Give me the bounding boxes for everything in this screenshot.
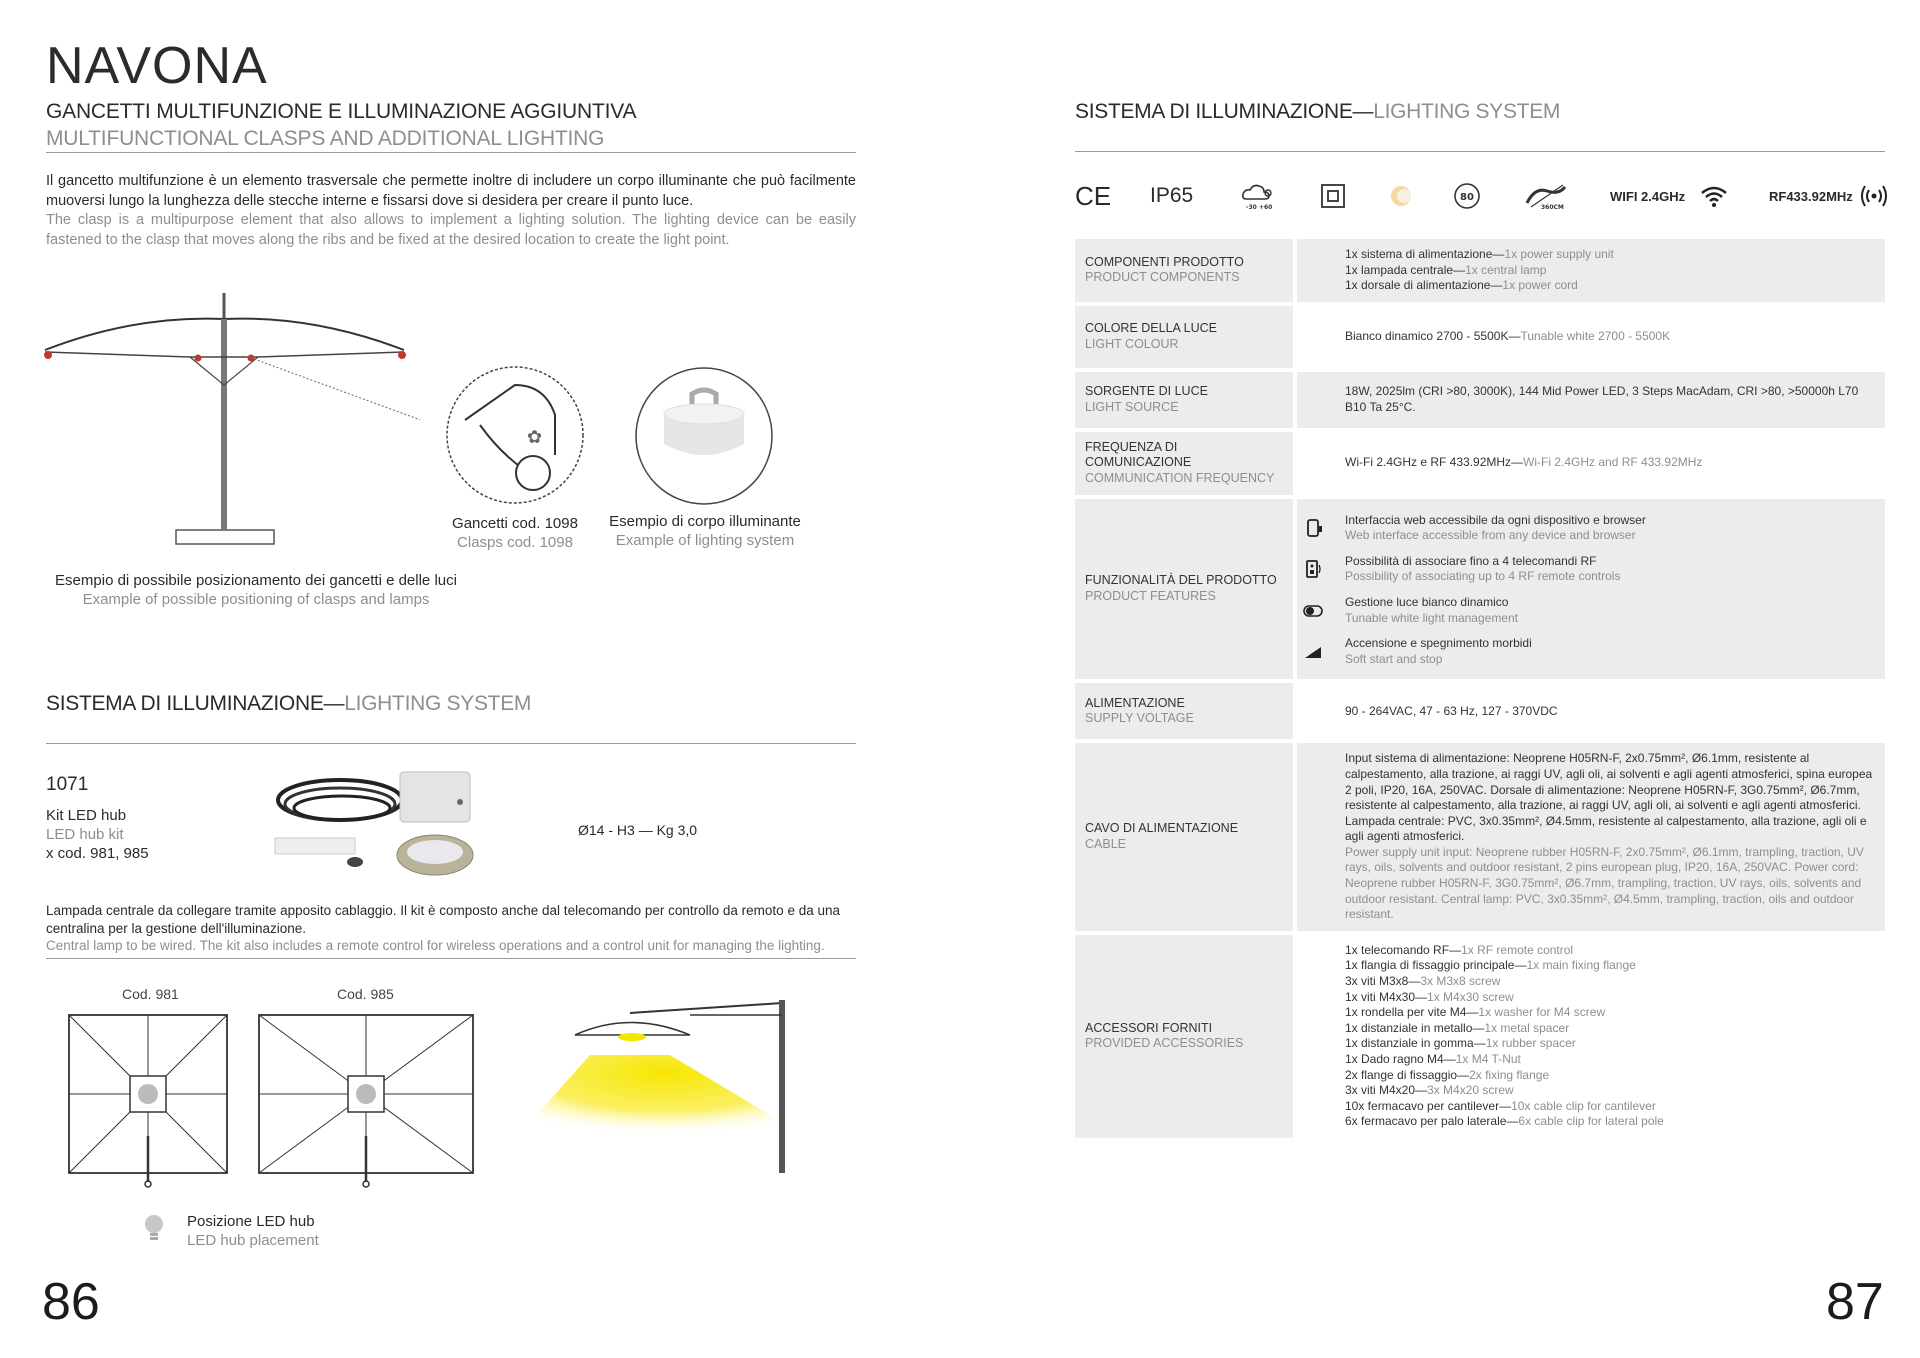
feature-item: Accensione e spegnimento morbidi Soft start and stop (1303, 636, 1875, 667)
plan-985-diagram (256, 1010, 476, 1190)
legend-it: Posizione LED hub (187, 1213, 315, 1230)
plan-981-label: Cod. 981 (122, 986, 179, 1002)
tunable-light-icon (1388, 178, 1414, 214)
page-number-right: 87 (1826, 1273, 1884, 1331)
lamp-caption (600, 512, 810, 550)
wifi-icon (1699, 183, 1729, 209)
intro-it: Il gancetto multifunzione è un elemento trasversale che permette inoltre di includere un corpo illuminante che può facilmente muoversi lungo la lunghezza delle stecche interne e fissarsi dove si desidera per creare il punto luce. (46, 173, 856, 209)
right-section-title: SISTEMA DI ILLUMINAZIONE—LIGHTING SYSTEM (1075, 100, 1561, 123)
positioning-caption (46, 571, 466, 609)
page-number-left: 86 (42, 1273, 100, 1331)
clasp-caption (440, 514, 590, 552)
svg-text:360CM: 360CM (1541, 204, 1564, 211)
ce-mark-icon: CE (1075, 180, 1112, 211)
clasp-caption-it: Gancetti cod. 1098 (452, 515, 578, 532)
spec-row-accessories: ACCESSORI FORNITI PROVIDED ACCESSORIES 1x telecomando RF—1x RF remote control 1x flangia di fissaggio principale—1x main fixing flange 3x viti M3x8—3x M3x8 screw 1x viti M4x30—1x M4x30 screw 1x rondella per vite M4—1x washer for M4 screw 1x distanziale in metallo—1x metal spacer 1x distanziale in gomma—1x rubber spacer 1x Dado ragno M4—1x M4 T-Nut 2x flange di fissaggio—2x fixing flange 3x viti M4x20—3x M4x20 screw 10x fermacavo per cantilever—10x cable clip for cantilever 6x fermacavo per palo laterale—6x cable clip for lateral pole (1075, 935, 1885, 1138)
flex-cable-icon (1523, 178, 1569, 214)
feature-item: Interfaccia web accessibile da ogni dispositivo e browser Web interface accessible from any device and browser (1303, 513, 1875, 544)
kit-name-it: Kit LED hub (46, 807, 127, 824)
class-ii-icon (1320, 178, 1346, 214)
rf-label: RF433.92MHz (1769, 178, 1889, 214)
feature-item: Gestione luce bianco dinamico Tunable white light management (1303, 595, 1875, 626)
kit-description (46, 902, 856, 955)
subtitle-it: GANCETTI MULTIFUNZIONE E ILLUMINAZIONE AGGIUNTIVA (46, 100, 637, 123)
spec-row-source: SORGENTE DI LUCE LIGHT SOURCE 18W, 2025lm (CRI >80, 3000K), 144 Mid Power LED, 3 Steps MacAdam, CRI >80, >50000h L70 B10 Ta 25°C. (1075, 372, 1885, 428)
plan-981-diagram (66, 1010, 231, 1190)
bulb-icon (142, 1214, 166, 1242)
kit-desc-en: Central lamp to be wired. The kit also includes a remote control for wireless operations and a control unit for managing the lighting. (46, 938, 825, 953)
subtitle-en: MULTIFUNCTIONAL CLASPS AND ADDITIONAL LIGHTING (46, 127, 605, 150)
clasp-caption-en: Clasps cod. 1098 (457, 534, 573, 551)
lamp-caption-it: Esempio di corpo illuminante (609, 513, 801, 530)
feature-item: Possibilità di associare fino a 4 telecomandi RF Possibility of associating up to 4 RF remote controls (1303, 554, 1875, 585)
cri-icon (1453, 178, 1481, 214)
positioning-caption-it: Esempio di possibile posizionamento dei gancetti e delle luci (55, 572, 457, 589)
wifi-label: WIFI 2.4GHz (1610, 178, 1729, 214)
divider (46, 958, 856, 959)
spec-row-components: COMPONENTI PRODOTTO PRODUCT COMPONENTS 1x sistema di alimentazione—1x power supply unit 1x lampada centrale—1x central lamp 1x dorsale di alimentazione—1x power cord (1075, 239, 1885, 302)
toggle-icon (1303, 604, 1323, 618)
spec-row-colour: COLORE DELLA LUCE LIGHT COLOUR Bianco dinamico 2700 - 5500K—Tunable white 2700 - 5500K (1075, 306, 1885, 368)
divider (1075, 151, 1885, 152)
spec-row-cable: CAVO DI ALIMENTAZIONE CABLE Input sistema di alimentazione: Neoprene H05RN-F, 2x0.75mm², Ø6.1mm, resistente al calpestamento, alla trazione, ai raggi UV, agli oli, ai solventi e agli agenti atmosferici, spina europea 2 poli, IP20, 16A, 250VAC. Dorsale di alimentazione: Neoprene H05RN-F, 3G0.75mm², Ø6.7mm, resistente al calpestamento, alla trazione, ai raggi UV, agli oli, ai solventi e agli agenti atmosferici. Lampada centrale: PVC, 3x0.35mm², Ø4.5mm, resistente al calpestamento, alla trazione, agli oli e agli agenti atmosferici. Power supply unit input: Neoprene rubber H05RN-F, 2x0.75mm², Ø6.1mm, trampling, traction, UV rays, oils, solvents and outdoor resistant, 2 pins european plug, IP20, 16A, 250VAC. Power cord: Neoprene rubber H05RN-F, 3G0.75mm², Ø6.7mm, trampling, traction, UV rays, oils, solvents and outdoor resistant. Central lamp: PVC, 3x0.35mm², Ø4.5mm, trampling, traction, oils and outdoor resistant. (1075, 743, 1885, 931)
lighting-section-title: SISTEMA DI ILLUMINAZIONE—LIGHTING SYSTEM (46, 692, 532, 715)
kit-info (46, 775, 149, 863)
lamp-illustration (634, 366, 774, 506)
kit-dimensions: Ø14 - H3 — Kg 3,0 (578, 822, 698, 838)
kit-name-en: LED hub kit (46, 826, 124, 843)
intro-text (46, 172, 856, 250)
kit-code: 1071 (46, 774, 89, 795)
certification-icon-bar (1075, 178, 1885, 214)
legend-en: LED hub placement (187, 1232, 319, 1249)
weather-icon (1240, 178, 1276, 214)
kit-for-codes: x cod. 981, 985 (46, 845, 149, 862)
smartphone-icon (1303, 518, 1323, 538)
svg-text:80: 80 (1460, 192, 1474, 203)
umbrella-illustration (40, 285, 420, 555)
positioning-caption-en: Example of possible positioning of clasps and lamps (82, 591, 430, 608)
plan-985-label: Cod. 985 (337, 986, 394, 1002)
led-hub-kit-image (270, 760, 500, 885)
lamp-caption-en: Example of lighting system (615, 532, 795, 549)
spec-row-voltage: ALIMENTAZIONE SUPPLY VOLTAGE 90 - 264VAC, 47 - 63 Hz, 127 - 370VDC (1075, 683, 1885, 739)
ip65-icon: IP65 (1150, 184, 1194, 207)
brand-title: NAVONA (46, 37, 268, 95)
remote-icon (1303, 559, 1323, 579)
svg-text:✿: ✿ (527, 427, 543, 448)
ramp-icon (1303, 645, 1323, 659)
divider (46, 152, 856, 153)
divider (46, 743, 856, 744)
svg-text:-30 +60: -30 +60 (1246, 204, 1273, 211)
intro-en: The clasp is a multipurpose element that also allows to implement a lighting solution. The lighting device can be easily fastened to the clasp that moves along the ribs and be fixed at the desired location to create the light point. (46, 212, 856, 248)
spec-row-frequency: FREQUENZA DI COMUNICAZIONE COMMUNICATION FREQUENCY Wi-Fi 2.4GHz e RF 433.92MHz—Wi-Fi 2.4GHz and RF 433.92MHz (1075, 432, 1885, 495)
kit-desc-it: Lampada centrale da collegare tramite apposito cablaggio. Il kit è composto anche dal telecomando per controllo da remoto e da una centralina per la gestione dell'illuminazione. (46, 903, 840, 936)
clasp-detail-illustration (445, 365, 585, 505)
specifications-table (1075, 235, 1885, 1142)
spec-row-features: FUNZIONALITÀ DEL PRODOTTO PRODUCT FEATURES Interfaccia web accessibile da ogni dispositivo e browser Web interface accessible from any device and browser Possibilità di associare fino a 4 telecomandi RF Possibility of associating up to 4 RF remote controls Gestione luce bianco dinamico Tunable white light management Accensione e spegnimento morbidi Soft start and stop (1075, 499, 1885, 680)
cantilever-lighting-illustration (520, 995, 840, 1185)
rf-signal-icon (1859, 183, 1889, 209)
